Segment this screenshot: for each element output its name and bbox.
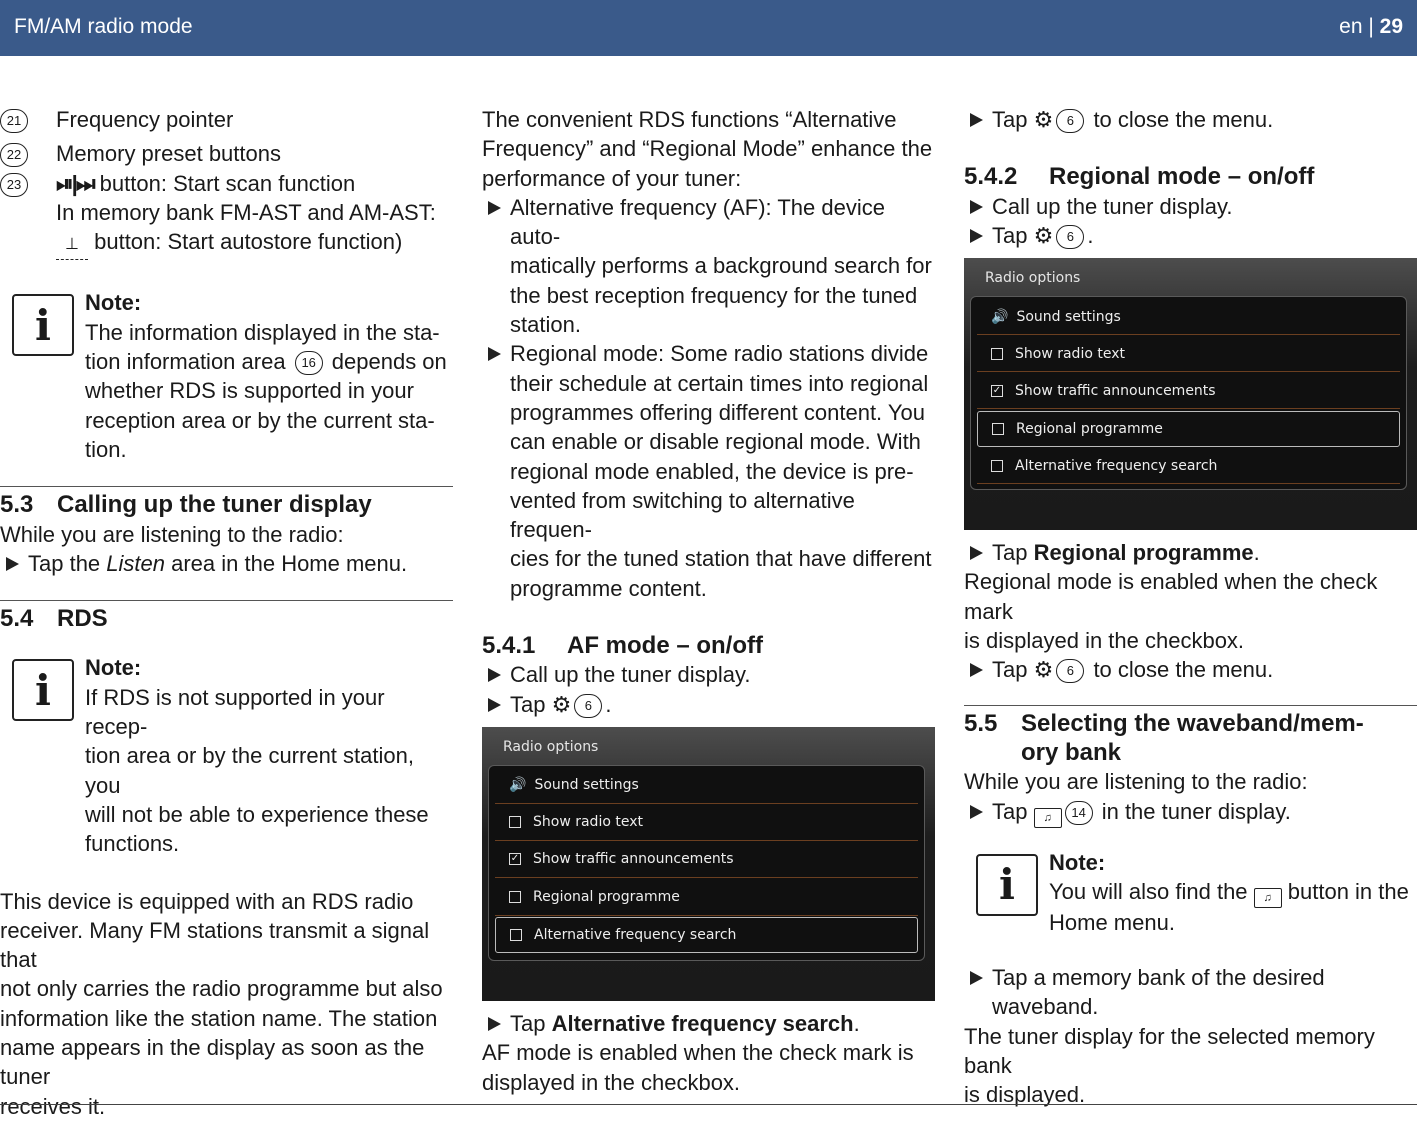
option-regional-programme[interactable]: Regional programme xyxy=(977,411,1400,447)
footer-rule xyxy=(0,1104,1417,1105)
checkbox[interactable] xyxy=(510,929,522,941)
step: Tap ♫ 14 in the tuner display. xyxy=(964,797,1417,828)
section-heading: 5.3 Calling up the tuner display xyxy=(0,486,453,519)
column-3: Tap ⚙ 6 to close the menu. 5.4.2 Regional mode – on/off Call up the tuner display. Tap ⚙ 6 . Radio options 🔊 Sound settings Show radio text ✓ Show traffic announcements Regional programme Alternative frequency search Tap Regional programme. Regional mode is enabled when the check mark is displayed in the checkbox. Tap ⚙ 6 to close the menu. 5.5 Selecting the waveband/mem- ory bank While you are listening to the radio: Tap ♫ 14 in the tuner display. i Note: You will also find the ♫ button in the Home menu. Tap a memory bank of the desired waveband. The tuner display for the selected memory bank is displayed. xyxy=(964,105,1417,1110)
checkbox[interactable]: ✓ xyxy=(510,853,520,865)
bullet: Regional mode: Some radio stations divide their schedule at certain times into regional programmes offering different content. You can enable or disable regional mode. With regional mode enabled, the device is pre- vented from switching to alternative frequen- cies for the tuned station that have different programme content. xyxy=(482,339,934,603)
step: Tap Alternative frequency search. xyxy=(482,1009,934,1038)
step: Tap ⚙ 6 . xyxy=(964,221,1417,250)
info-icon: i xyxy=(976,854,1038,916)
bullet: Alternative frequency (AF): The device auto- matically performs a background search for the best reception frequency for the tuned station. xyxy=(482,193,934,339)
checkbox[interactable] xyxy=(992,423,1004,435)
option-show-radio-text[interactable]: Show radio text xyxy=(495,805,918,841)
checkbox[interactable] xyxy=(509,891,521,903)
column-1: 21 Frequency pointer 22 Memory preset buttons 23 ⏯|⏭ button: Start scan function In memory bank FM-AST and AM-AST: ⊥ button: Start autostore function) i Note: The information displayed in the sta- tion information area 16 depends on whether RDS is supported in your reception area or by the current sta- tion. 5.3 Calling up the tuner display While you are listening to the radio: Tap the Listen area in the Home menu. 5.4 RDS i Note: If RDS is not supported in your recep- tion area or by the current station, you will not be able to experience these functions. This device is equipped with an RDS radio receiver. Many FM stations transmit a signal that not only carries the radio programme but also information like the station name. The station name appears in the display as soon as the tuner receives it. xyxy=(0,105,453,1121)
autostore-icon: ⊥ xyxy=(56,230,88,260)
step: Tap the Listen area in the Home menu. xyxy=(0,549,453,578)
legend-item: 23 ⏯|⏭ button: Start scan function In memory bank FM-AST and AM-AST: ⊥ button: Start autostore function) xyxy=(0,169,453,261)
page-header xyxy=(0,0,1417,56)
chapter-title: FM/AM radio mode xyxy=(14,15,193,38)
settings-gear-icon: ⚙ xyxy=(1033,222,1054,248)
option-sound-settings[interactable]: 🔊 Sound settings xyxy=(495,768,918,804)
info-icon: i xyxy=(12,659,74,721)
step: Call up the tuner display. xyxy=(964,192,1417,221)
option-traffic-announcements[interactable]: ✓ Show traffic announcements xyxy=(495,842,918,878)
speaker-icon: 🔊 xyxy=(509,777,527,794)
checkbox[interactable] xyxy=(509,816,521,828)
option-regional-programme[interactable]: Regional programme xyxy=(495,880,918,916)
settings-gear-icon: ⚙ xyxy=(551,691,572,717)
radio-options-screenshot: Radio options 🔊 Sound settings Show radio text ✓ Show traffic announcements Regional programme Alternative frequency search xyxy=(964,258,1417,530)
radio-music-icon: ♫ xyxy=(1034,808,1062,828)
settings-gear-icon: ⚙ xyxy=(1033,657,1054,683)
step: Tap Regional programme. xyxy=(964,538,1417,567)
note-box: i Note: If RDS is not supported in your recep- tion area or by the current station, you will not be able to experience these functions. xyxy=(0,653,453,858)
option-alternative-frequency[interactable]: Alternative frequency search xyxy=(495,917,918,953)
section-heading: 5.4.2 Regional mode – on/off xyxy=(964,163,1315,191)
info-icon: i xyxy=(12,294,74,356)
legend-item: 22 Memory preset buttons xyxy=(0,139,453,168)
paragraph: This device is equipped with an RDS radio receiver. Many FM stations transmit a signal that not only carries the radio programme but also information like the station name. The station name appears in the display as soon as the tuner receives it. xyxy=(0,888,443,1119)
radio-music-icon: ♫ xyxy=(1254,888,1282,908)
column-2: The convenient RDS functions “Alternative Frequency” and “Regional Mode” enhance the performance of your tuner: Alternative frequency (AF): The device auto- matically performs a background search for the best reception frequency for the tuned station. Regional mode: Some radio stations divide their schedule at certain times into regional programmes offering different content. You can enable or disable regional mode. With regional mode enabled, the device is pre- vented from switching to alternative frequen- cies for the tuned station that have different programme content. 5.4.1 AF mode – on/off Call up the tuner display. Tap ⚙ 6 . Radio options 🔊 Sound settings Show radio text ✓ Show traffic announcements Regional programme Alternative frequency search Tap Alternative frequency search. AF mode is enabled when the check mark is displayed in the checkbox. xyxy=(482,105,934,1097)
step: Call up the tuner display. xyxy=(482,660,934,689)
step: Tap ⚙ 6 to close the menu. xyxy=(964,105,1417,134)
option-sound-settings[interactable]: 🔊 Sound settings xyxy=(977,299,1400,335)
checkbox[interactable] xyxy=(991,348,1003,360)
note-box: i Note: The information displayed in the sta- tion information area 16 depends on whether RDS is supported in your reception area or by the current sta- tion. xyxy=(0,288,453,464)
option-show-radio-text[interactable]: Show radio text xyxy=(977,336,1400,372)
legend-item: 21 Frequency pointer xyxy=(0,105,453,134)
option-traffic-announcements[interactable]: ✓ Show traffic announcements xyxy=(977,373,1400,409)
section-heading: 5.5 Selecting the waveband/mem- ory bank xyxy=(964,705,1417,768)
step: Tap ⚙ 6 to close the menu. xyxy=(964,655,1417,684)
settings-gear-icon: ⚙ xyxy=(1033,107,1054,132)
step: Tap a memory bank of the desired waveband. xyxy=(964,963,1417,1022)
scan-icon: ⏯|⏭ xyxy=(56,170,94,196)
note-box: i Note: You will also find the ♫ button in the Home menu. xyxy=(964,848,1417,938)
radio-options-screenshot: Radio options 🔊 Sound settings Show radio text ✓ Show traffic announcements Regional programme Alternative frequency search xyxy=(482,727,935,1001)
checkbox[interactable]: ✓ xyxy=(992,384,1002,396)
speaker-icon: 🔊 xyxy=(991,308,1009,325)
section-heading: 5.4.1 AF mode – on/off xyxy=(482,632,763,660)
checkbox[interactable] xyxy=(991,460,1003,472)
page-number: en | 29 xyxy=(1339,15,1403,38)
section-heading: 5.4 RDS xyxy=(0,600,453,633)
option-alternative-frequency[interactable]: Alternative frequency search xyxy=(977,448,1400,484)
step: Tap ⚙ 6 . xyxy=(482,690,934,719)
